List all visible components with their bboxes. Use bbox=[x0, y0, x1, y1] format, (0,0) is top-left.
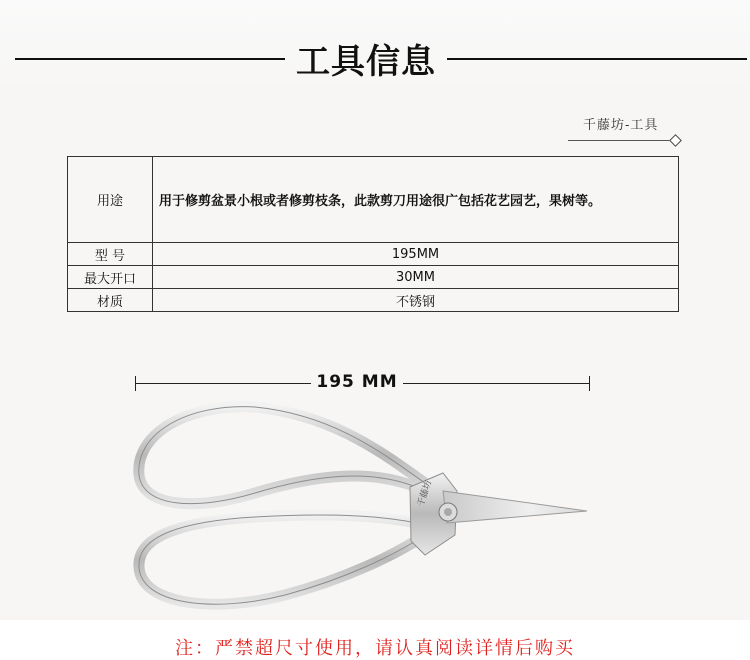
material-label: 材质 bbox=[68, 289, 153, 312]
upper-handle bbox=[139, 407, 425, 504]
table-row bbox=[68, 266, 679, 289]
dimension-line-right bbox=[403, 383, 589, 384]
usage-value: 用于修剪盆景小根或者修剪枝条，此款剪刀用途很广包括花艺园艺，果树等。 bbox=[153, 157, 679, 243]
header-rule-left bbox=[15, 58, 285, 60]
dimension-tick-right bbox=[589, 376, 590, 391]
spec-table bbox=[67, 156, 679, 312]
table-row bbox=[68, 243, 679, 266]
model-value: 195MM bbox=[153, 243, 679, 266]
brand-tag: 千藤坊-工具 bbox=[583, 118, 659, 133]
diamond-icon bbox=[669, 134, 682, 147]
model-label: 型 号 bbox=[68, 243, 153, 266]
dimension-line-left bbox=[135, 383, 311, 384]
engraving-text: 千藤坊 bbox=[416, 479, 435, 508]
scissors-image bbox=[125, 395, 595, 625]
max-opening-label: 最大开口 bbox=[68, 266, 153, 289]
table-row bbox=[68, 289, 679, 312]
table-row bbox=[68, 157, 679, 243]
section-title: 工具信息 bbox=[296, 42, 436, 82]
length-dimension bbox=[133, 370, 591, 398]
brand-underline bbox=[568, 140, 673, 141]
usage-notice: 注：严禁超尺寸使用，请认真阅读详情后购买 bbox=[175, 638, 575, 659]
dimension-label: 195 MM bbox=[316, 372, 398, 392]
header-rule-right bbox=[447, 58, 747, 60]
scissors-blade bbox=[443, 491, 587, 523]
usage-label: 用途 bbox=[68, 157, 153, 243]
material-value: 不锈钢 bbox=[153, 289, 679, 312]
max-opening-value: 30MM bbox=[153, 266, 679, 289]
